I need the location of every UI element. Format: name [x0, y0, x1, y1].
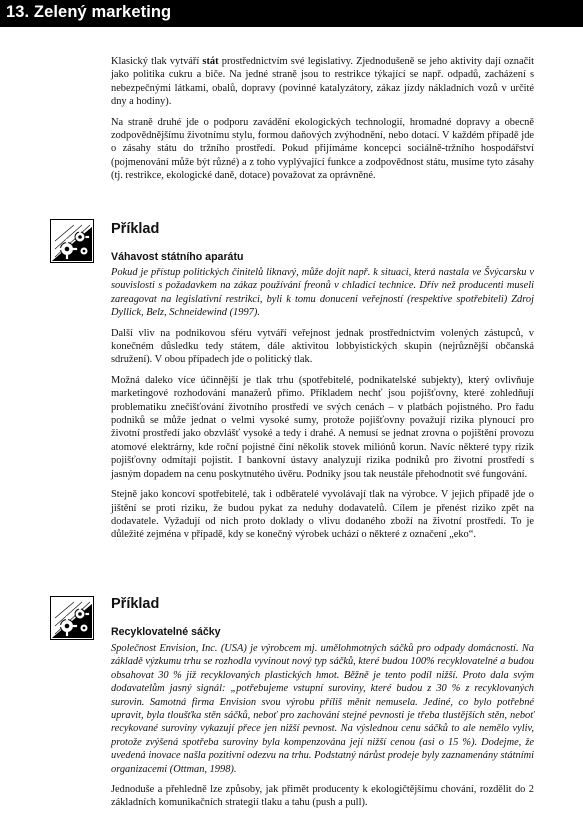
example-subtitle: Recyklovatelné sáčky: [111, 626, 221, 638]
example-heading: Příklad: [111, 221, 160, 237]
example-1-paragraph-2: Možná daleko více účinnější je tlak trhu (spotřebitelé, podnikatelské subjekty), který ovlivňuje marketingové rozhodování manažerů přímo. Příkladem nechť jsou pojišťovny, které zohledňují problematiku znečišťování životního prostředí ve svých cenách – v platbách pojistného. Pro řadu podniků se může jednat o velmi vysoké sumy, protože pojišťovny považují rizika plynoucí pro životní prostředí jako obzvlášť vysoké a tedy i drahé. A nemusí se jednat zrovna o pojištění provozu atomové elektrárny, kde roční pojistné činí několik stovek miliónů korun. Navíc některé typy rizik pojišťovny odmítají pojistit. I bankovní ústavy analyzují rizika podniků pro životní prostředí s jasným dopadem na cenu poskytnutého úvěru. Podniky jsou tak neustále přehodnotit své fungování.: [111, 374, 534, 480]
example-gears-icon: [50, 596, 94, 640]
example-2-body: [111, 642, 534, 810]
intro-paragraph-2: Na straně druhé jde o podporu zavádění ekologických technologií, hromadné dopravy a obecně zodpovědnějšímu životnímu stylu, formou daňových zvýhodnění, nebo dotací. V každém případě jde o zásahy státu do tržního prostředí. Pokud přijímáme koncepci sociálně-tržního hospodářství (pojmenování může být různé) a z toho vyplývající funkce a zodpovědnost státu, musíme tyto zásahy (tj. restrikce, ekologické daně, dotace) považovat za oprávněné.: [111, 116, 534, 182]
intro-paragraph-1: Klasický tlak vytváří stát prostřednictvím své legislativy. Zjednodušeně se jeho aktivity dají označit jako politika cukru a biče. Na jedné straně jsou to restrikce týkající se např. odpadů, zacházení s nebezpečnými látkami, obalů, dopravy (povinné katalyzátory, zákaz jízdy nákladních vozů v určité dny a hodiny).: [111, 56, 534, 108]
example-subtitle: Váhavost státního aparátu: [111, 251, 244, 263]
example-1-paragraph-1: Další vliv na podnikovou sféru vytváří veřejnost jednak prostřednictvím volených zástupců, v konečném důsledku tedy státem, dále aktivitou lobbyistických skupin (nejrůznější občanská sdružení). V obou případech jde o politický tlak.: [111, 327, 534, 366]
example-heading: Příklad: [111, 596, 160, 612]
example-1-body: [111, 266, 534, 542]
chapter-title: 13. Zelený marketing: [6, 3, 172, 21]
example-gears-icon: [50, 219, 94, 263]
example-1-italic-text: Pokud je přístup politických činitelů liknavý, může dojít např. k situaci, která nastala ve Švýcarsku v souvislosti s požadavkem na zákaz používání freonů v chladicí technice. Dřív než producenti museli zareagovat na legislativní restrikci, byli k tomu donuceni veřejností (respektive spotřebiteli) Zdroj Dyllick, Belz, Schneidewind (1997).: [111, 267, 534, 319]
intro-section: [111, 55, 534, 183]
example-2-italic-text: Společnost Envision, Inc. (USA) je výrobcem mj. umělohmotných sáčků pro odpady domácností. Na základě výzkumu trhu se rozhodla vyvinout nový typ sáčků, které budou 100% recyklovatelné a budou obsahovat 30 % již recyklovaných plastických hmot. Běžně je tento podíl nižší. Proto dala svým dodavatelům jasný signál: „potřebujeme vstupní suroviny, které budou z 30 % z recyklovaných surovin. Samotná firma Envision svou výrobu příliš měnit nemusela. Jediné, co bylo potřebné upravit, byla tloušťka stěn sáčků, neboť pro zachování stejné pevnosti je třeba tlustějších stěn, neboť recykované suroviny vykazují přece jen nižší pevnost. Na výslednou cenu sáčků to ale nemělo vyliv, protože zvýšená spotřeba suroviny byla kompenzována její nižší cenou (asi o 15 %). Dodejme, že uvedená inovace našla pozitivní odezvu na trhu. Podstatný nárůst prodeje byly zaznamenány státními organizacemi (Ottman, 1998).: [111, 643, 534, 775]
example-2-paragraph-1: Jednoduše a přehledně lze způsoby, jak přimět producenty k ekologičtějšímu chování, rozdělit do 2 základních komunikačních strategií tlaku a tahu (push a pull).: [111, 784, 534, 809]
chapter-header-bar: [0, 0, 583, 27]
example-1-paragraph-3: Stejně jako koncoví spotřebitelé, tak i odběratelé vyvolávají tlak na výrobce. V jejich případě jde o jištění se proti riziku, že budou pykat za neduhy dodavatelů. Cílem je přenést riziko zpět na dodavatele. Vyžadují od nich proto doklady o vlivu dodaného zboží na životní prostředí. To je důležité zejména v případě, kdy se konečný výrobek uchází o některé z označení „eko“.: [111, 489, 534, 541]
